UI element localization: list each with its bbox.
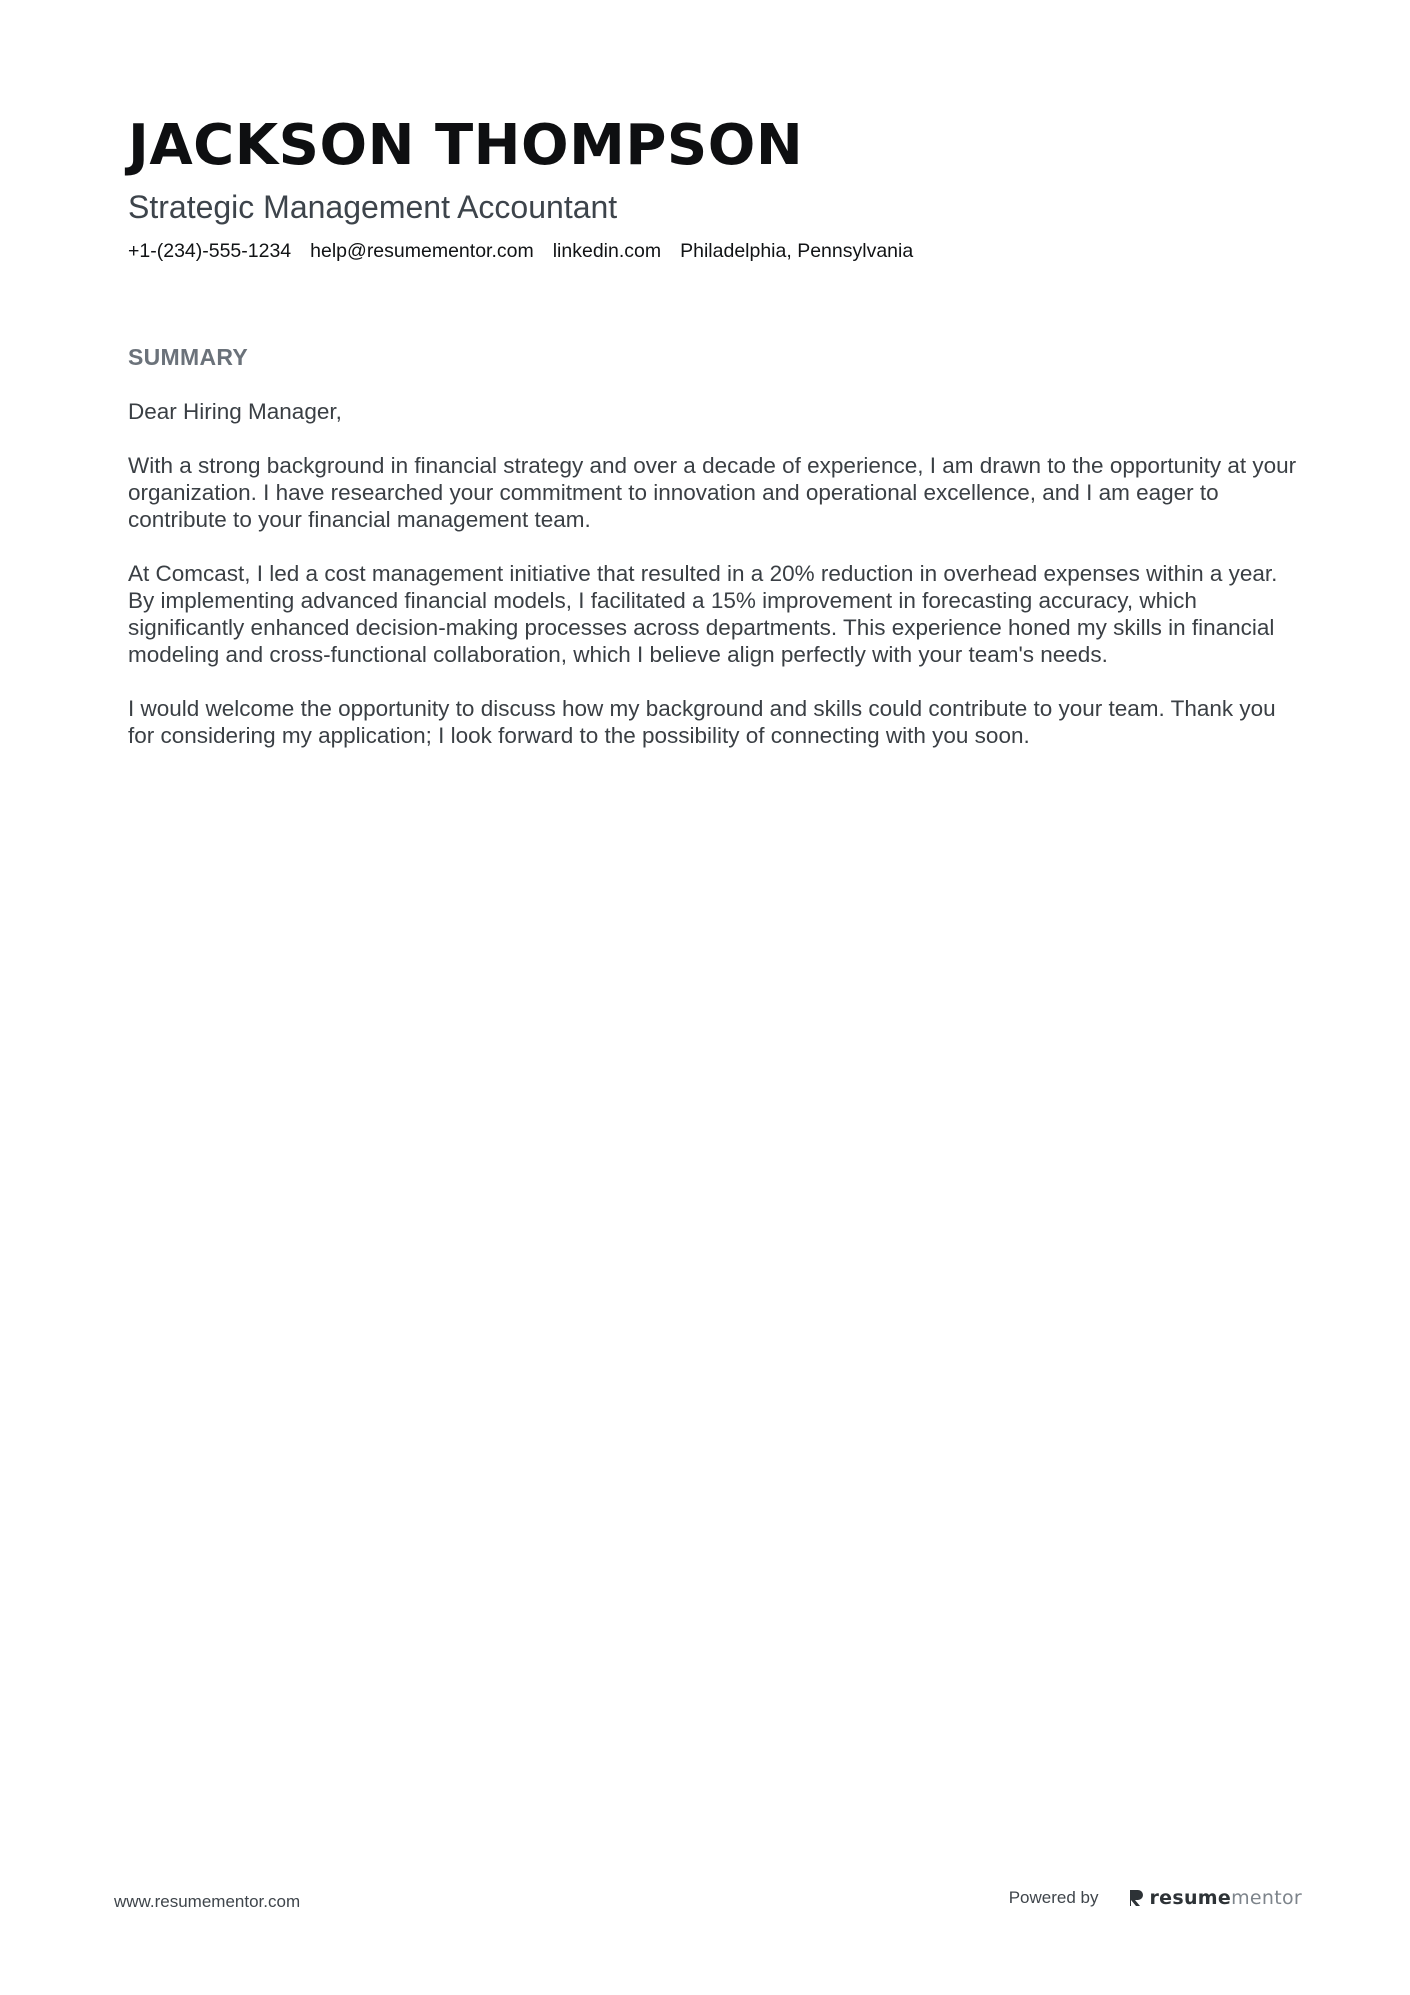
letter-paragraph: I would welcome the opportunity to discuss how my background and skills could contribute to your team. Thank you for considering my application; I look forward to the possibility of connecting with you soon. <box>128 696 1276 748</box>
letter-paragraph: At Comcast, I led a cost management initiative that resulted in a 20% reduction in overhead expenses within a year. By implementing advanced financial models, I facilitated a 15% improvement in forecasting accuracy, which significantly enhanced decision-making processes across departments. This experience honed my skills in financial modeling and cross-functional collaboration, which I believe align perfectly with your team's needs. <box>128 561 1278 667</box>
summary-heading: SUMMARY <box>128 344 249 370</box>
job-title: Strategic Management Accountant <box>128 189 618 225</box>
linkedin-link: linkedin.com <box>552 240 662 262</box>
header <box>128 112 1288 264</box>
powered-by-label: Powered by <box>1008 1888 1099 1907</box>
letter-body <box>128 398 1298 776</box>
letter-paragraph: With a strong background in financial strategy and over a decade of experience, I am drawn to the opportunity at your organization. I have researched your commitment to innovation and operational excellence, and I am eager to contribute to your financial management team. <box>128 453 1297 532</box>
footer-website: www.resumementor.com <box>114 1892 301 1911</box>
brand-text-resume: resume <box>1149 1887 1232 1909</box>
salutation: Dear Hiring Manager, <box>128 399 342 424</box>
brand-text-mentor: mentor <box>1231 1887 1302 1909</box>
phone-number: +1-(234)-555-1234 <box>128 240 292 262</box>
resumementor-logo-icon <box>1128 1888 1144 1908</box>
location: Philadelphia, Pennsylvania <box>680 240 914 262</box>
candidate-name: JACKSON THOMPSON <box>128 113 804 178</box>
brand-logo <box>1128 1887 1302 1909</box>
email-address: help@resumementor.com <box>310 240 534 262</box>
footer-branding <box>1009 1887 1302 1909</box>
contact-info <box>128 238 1288 264</box>
